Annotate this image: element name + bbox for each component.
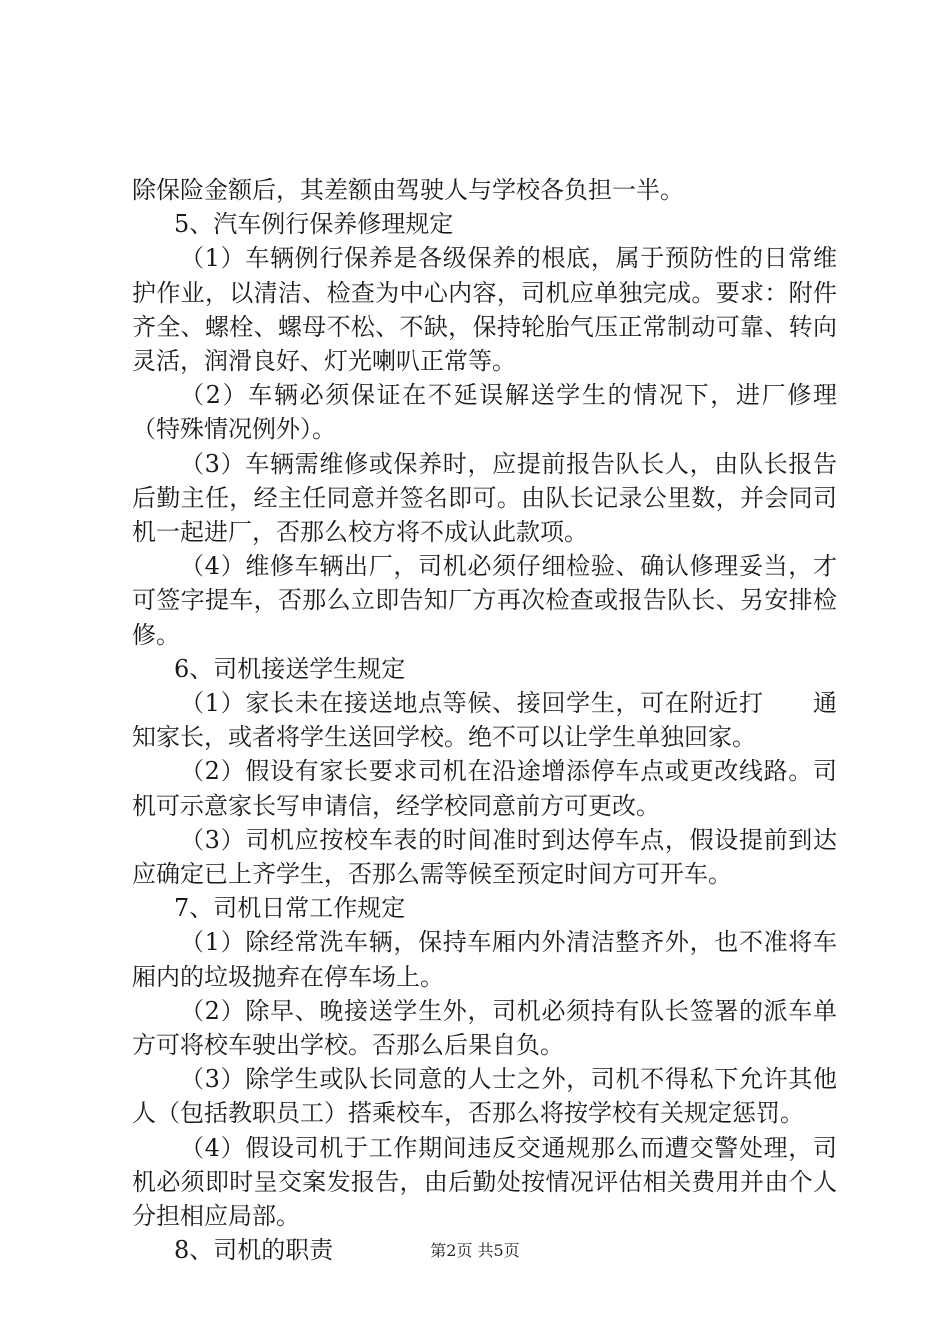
list-item: （2）车辆必须保证在不延误解送学生的情况下，进厂修理（特殊情况例外）。 — [132, 381, 837, 444]
list-item: （2）假设有家长要求司机在沿途增添停车点或更改线路。司机可示意家长写申请信，经学校同意前方可更改。 — [132, 757, 837, 820]
list-item: （4）维修车辆出厂，司机必须仔细检验、确认修理妥当，才可签字提车，否那么立即告知厂方再次检查或报告队长、另安排检修。 — [132, 552, 837, 649]
paragraph-continuation: 除保险金额后，其差额由驾驶人与学校各负担一半。 — [132, 176, 684, 204]
list-item: （2）除早、晚接送学生外，司机必须持有队长签署的派车单方可将校车驶出学校。否那么后果自负。 — [132, 996, 837, 1060]
list-item: （1）家长未在接送地点等候、接回学生，可在附近打 通知家长，或者将学生送回学校。绝不可以让学生单独回家。 — [132, 689, 837, 752]
section-heading-8: 8、司机的职责 — [174, 1236, 334, 1265]
document-body — [132, 173, 837, 1268]
list-item: （1）除经常洗车辆，保持车厢内外清洁整齐外，也不准将车厢内的垃圾抛弃在停车场上。 — [132, 928, 837, 991]
section-heading-7: 7、司机日常工作规定 — [174, 894, 406, 923]
section-heading-6: 6、司机接送学生规定 — [174, 654, 406, 683]
section-heading-5: 5、汽车例行保养修理规定 — [174, 210, 454, 239]
list-item: （3）车辆需维修或保养时，应提前报告队长人，由队长报告后勤主任，经主任同意并签名即可。由队长记录公里数，并会同司机一起进厂，否那么校方将不成认此款项。 — [132, 449, 837, 547]
list-item: （3）司机应按校车表的时间准时到达停车点，假设提前到达应确定已上齐学生，否那么需等候至预定时间方可开车。 — [132, 825, 837, 889]
list-item: （4）假设司机于工作期间违反交通规那么而遭交警处理，司机必须即时呈交案发报告，由后勤处按情况评估相关费用并由个人分担相应局部。 — [132, 1133, 837, 1231]
list-item: （3）除学生或队长同意的人士之外，司机不得私下允许其他人（包括教职员工）搭乘校车，否那么将按学校有关规定惩罚。 — [132, 1065, 837, 1128]
page-footer: 第2页 共5页 — [430, 1241, 520, 1260]
list-item: （1）车辆例行保养是各级保养的根底，属于预防性的日常维护作业，以清洁、检查为中心内容，司机应单独完成。要求：附件齐全、螺栓、螺母不松、不缺，保持轮胎气压正常制动可靠、转向灵活，润滑良好、灯光喇叭正常等。 — [132, 244, 837, 376]
